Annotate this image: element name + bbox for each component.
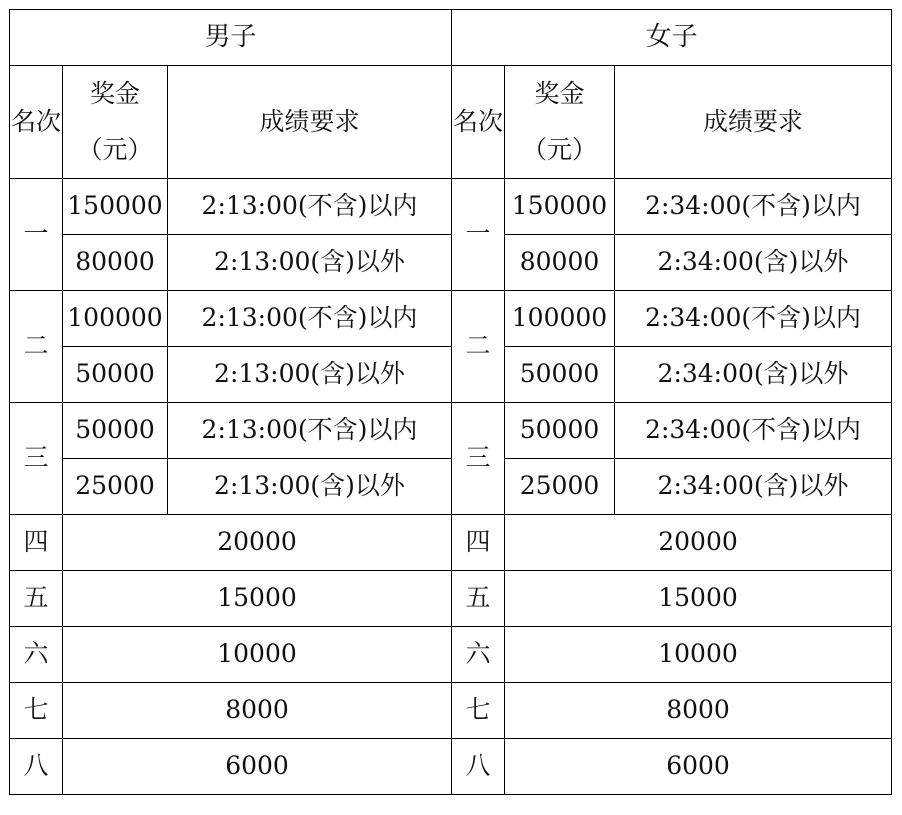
men-rank-cell: 八 xyxy=(10,739,63,795)
men-prize-cell: 150000 xyxy=(63,179,168,235)
women-prize-cell: 20000 xyxy=(505,515,892,571)
women-rank-cell: 五 xyxy=(452,571,505,627)
women-prize-cell: 100000 xyxy=(505,291,615,347)
women-prize-cell: 50000 xyxy=(505,347,615,403)
table-row xyxy=(10,179,892,235)
men-prize-cell: 10000 xyxy=(63,627,452,683)
table-row xyxy=(10,235,892,291)
women-requirement-cell: 2:34:00(含)以外 xyxy=(615,459,892,515)
women-prize-cell: 50000 xyxy=(505,403,615,459)
men-requirement-cell: 2:13:00(含)以外 xyxy=(168,235,452,291)
women-requirement-cell: 2:34:00(不含)以内 xyxy=(615,403,892,459)
men-prize-cell: 100000 xyxy=(63,291,168,347)
men-prize-cell: 50000 xyxy=(63,403,168,459)
men-rank-header: 名次 xyxy=(10,66,63,179)
women-requirement-cell: 2:34:00(含)以外 xyxy=(615,235,892,291)
women-prize-cell: 6000 xyxy=(505,739,892,795)
men-group-header: 男子 xyxy=(10,10,452,66)
men-requirement-cell: 2:13:00(含)以外 xyxy=(168,459,452,515)
men-rank-cell: 一 xyxy=(10,179,63,291)
men-requirement-cell: 2:13:00(含)以外 xyxy=(168,347,452,403)
women-rank-cell: 三 xyxy=(452,403,505,515)
women-rank-cell: 二 xyxy=(452,291,505,403)
women-requirement-header: 成绩要求 xyxy=(615,66,892,179)
women-group-header: 女子 xyxy=(452,10,892,66)
men-rank-cell: 三 xyxy=(10,403,63,515)
men-prize-cell: 20000 xyxy=(63,515,452,571)
table-row xyxy=(10,515,892,571)
women-rank-cell: 四 xyxy=(452,515,505,571)
men-rank-cell: 七 xyxy=(10,683,63,739)
men-rank-cell: 二 xyxy=(10,291,63,403)
women-rank-header: 名次 xyxy=(452,66,505,179)
women-prize-cell: 8000 xyxy=(505,683,892,739)
women-prize-cell: 15000 xyxy=(505,571,892,627)
men-prize-cell: 15000 xyxy=(63,571,452,627)
women-requirement-cell: 2:34:00(含)以外 xyxy=(615,347,892,403)
men-requirement-header: 成绩要求 xyxy=(168,66,452,179)
men-rank-cell: 六 xyxy=(10,627,63,683)
men-prize-cell: 80000 xyxy=(63,235,168,291)
men-prize-cell: 8000 xyxy=(63,683,452,739)
women-requirement-cell: 2:34:00(不含)以内 xyxy=(615,179,892,235)
women-prize-cell: 150000 xyxy=(505,179,615,235)
table-row xyxy=(10,347,892,403)
men-rank-cell: 四 xyxy=(10,515,63,571)
table-row xyxy=(10,627,892,683)
women-prize-cell: 10000 xyxy=(505,627,892,683)
men-prize-cell: 50000 xyxy=(63,347,168,403)
table-row xyxy=(10,459,892,515)
men-prize-header: 奖金（元） xyxy=(63,66,168,179)
table-row xyxy=(10,291,892,347)
women-rank-cell: 六 xyxy=(452,627,505,683)
table-row xyxy=(10,403,892,459)
table-row xyxy=(10,571,892,627)
women-requirement-cell: 2:34:00(不含)以内 xyxy=(615,291,892,347)
women-rank-cell: 一 xyxy=(452,179,505,291)
women-prize-cell: 25000 xyxy=(505,459,615,515)
men-rank-cell: 五 xyxy=(10,571,63,627)
men-requirement-cell: 2:13:00(不含)以内 xyxy=(168,291,452,347)
men-requirement-cell: 2:13:00(不含)以内 xyxy=(168,179,452,235)
women-rank-cell: 七 xyxy=(452,683,505,739)
men-prize-cell: 25000 xyxy=(63,459,168,515)
men-requirement-cell: 2:13:00(不含)以内 xyxy=(168,403,452,459)
table-row xyxy=(10,683,892,739)
men-prize-cell: 6000 xyxy=(63,739,452,795)
women-prize-header: 奖金（元） xyxy=(505,66,615,179)
table-row xyxy=(10,739,892,795)
women-prize-cell: 80000 xyxy=(505,235,615,291)
women-rank-cell: 八 xyxy=(452,739,505,795)
prize-money-table xyxy=(9,9,892,795)
